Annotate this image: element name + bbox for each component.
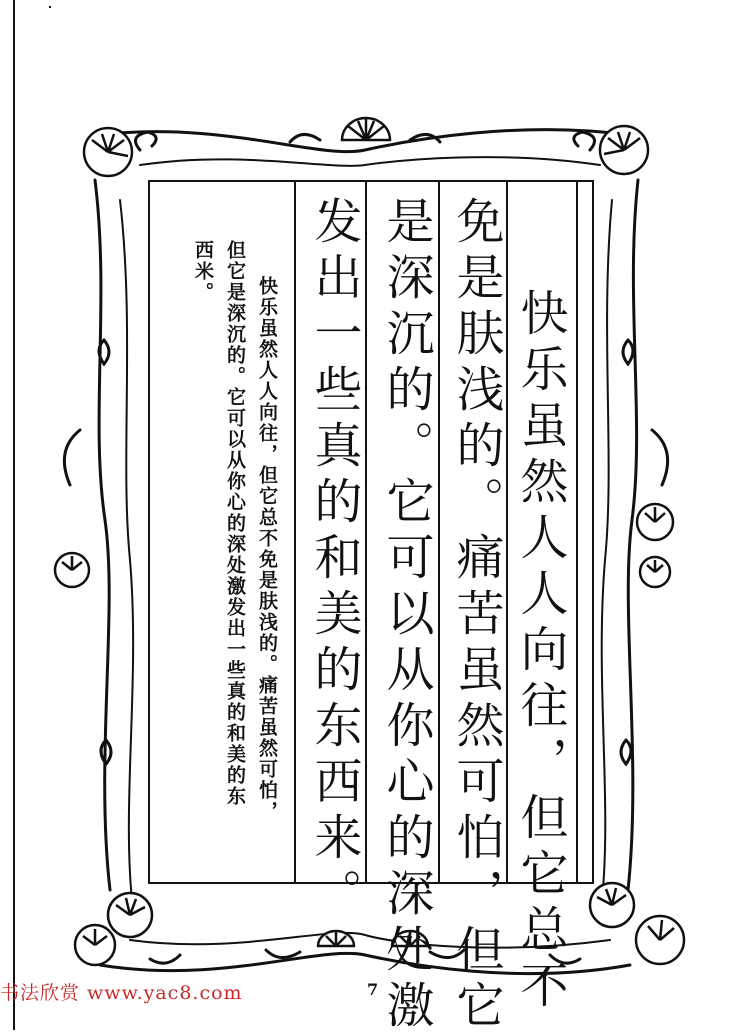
printed-translation-line-3: 西米。 bbox=[192, 240, 214, 303]
column-divider bbox=[365, 182, 367, 882]
column-divider bbox=[438, 182, 440, 882]
handwritten-column-1: 快乐虽然人人向往，但它总不 bbox=[512, 288, 568, 1016]
site-watermark: 书法欣赏 www.yac8.com bbox=[0, 982, 243, 1004]
handwritten-column-2: 免是肤浅的。痛苦虽然可怕，但它 bbox=[448, 196, 504, 1036]
printed-translation-line-1: 快乐虽然人人向往，但它总不免是肤浅的。痛苦虽然可怕， bbox=[256, 276, 278, 822]
page-number: 7 bbox=[367, 980, 379, 999]
column-divider bbox=[294, 182, 296, 882]
column-divider bbox=[506, 182, 508, 882]
printed-translation-line-2: 但它是深沉的。它可以从你心的深处激发出一些真的和美的东 bbox=[224, 240, 246, 807]
handwritten-column-4: 发出一些真的和美的东西来。 bbox=[306, 196, 362, 924]
handwritten-column-3: 是深沉的。它可以从你心的深处激 bbox=[378, 196, 434, 1036]
column-divider bbox=[576, 182, 578, 882]
